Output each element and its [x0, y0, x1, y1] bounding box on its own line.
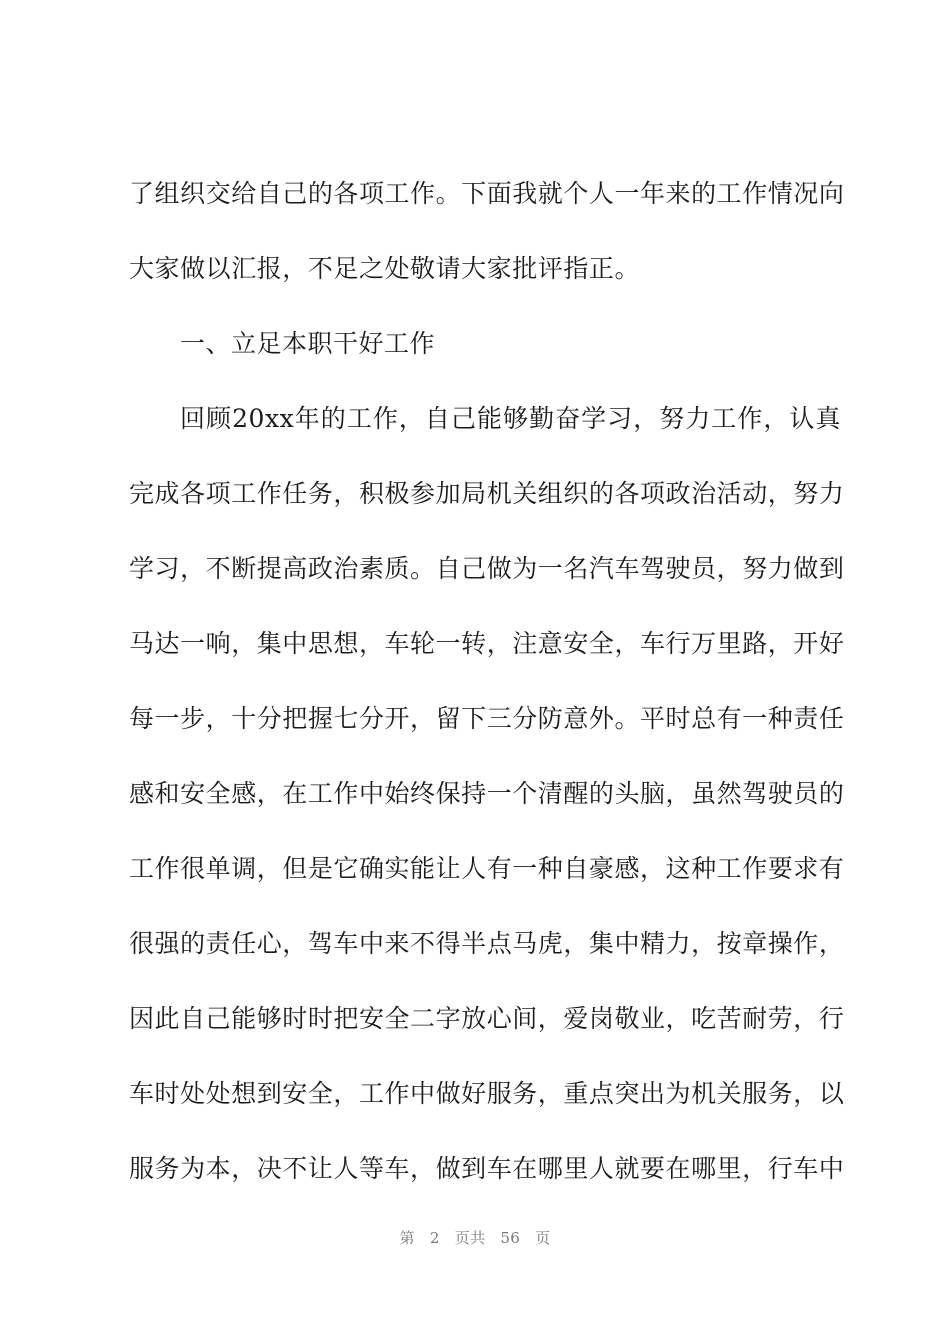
footer-current-page: 2 [429, 1229, 440, 1247]
paragraph-2-line-2: 完成各项工作任务，积极参加局机关组织的各项政治活动，努力 [129, 479, 845, 508]
paragraph-2-line-1: 回顾20xx年的工作，自己能够勤奋学习，努力工作，认真 [180, 404, 841, 433]
paragraph-2-line-5: 每一步，十分把握七分开，留下三分防意外。平时总有一种责任 [129, 704, 845, 733]
paragraph-2-line-9: 因此自己能够时时把安全二字放心间，爱岗敬业，吃苦耐劳，行 [129, 1004, 845, 1033]
paragraph-2-line-6: 感和安全感，在工作中始终保持一个清醒的头脑，虽然驾驶员的 [129, 779, 845, 808]
footer-total-pages: 56 [500, 1229, 521, 1247]
paragraph-2-line-7: 工作很单调，但是它确实能让人有一种自豪感，这种工作要求有 [129, 854, 845, 883]
paragraph-1-line-1: 了组织交给自己的各项工作。下面我就个人一年来的工作情况向 [129, 179, 845, 208]
paragraph-2-line-4: 马达一响，集中思想，车轮一转，注意安全，车行万里路，开好 [129, 629, 845, 658]
paragraph-2-line-3: 学习，不断提高政治素质。自己做为一名汽车驾驶员，努力做到 [129, 554, 845, 583]
section-heading: 一、立足本职干好工作 [180, 329, 436, 358]
paragraph-1-line-2: 大家做以汇报，不足之处敬请大家批评指正。 [129, 254, 641, 283]
page-footer [0, 1228, 950, 1248]
paragraph-2-line-11: 服务为本，决不让人等车，做到车在哪里人就要在哪里，行车中 [129, 1154, 845, 1183]
footer-suffix: 页 [535, 1229, 551, 1247]
paragraph-2-line-8: 很强的责任心，驾车中来不得半点马虎，集中精力，按章操作， [129, 929, 845, 958]
paragraph-2-line-10: 车时处处想到安全，工作中做好服务，重点突出为机关服务，以 [129, 1079, 845, 1108]
footer-prefix: 第 [399, 1229, 415, 1247]
footer-middle: 页共 [454, 1229, 486, 1247]
